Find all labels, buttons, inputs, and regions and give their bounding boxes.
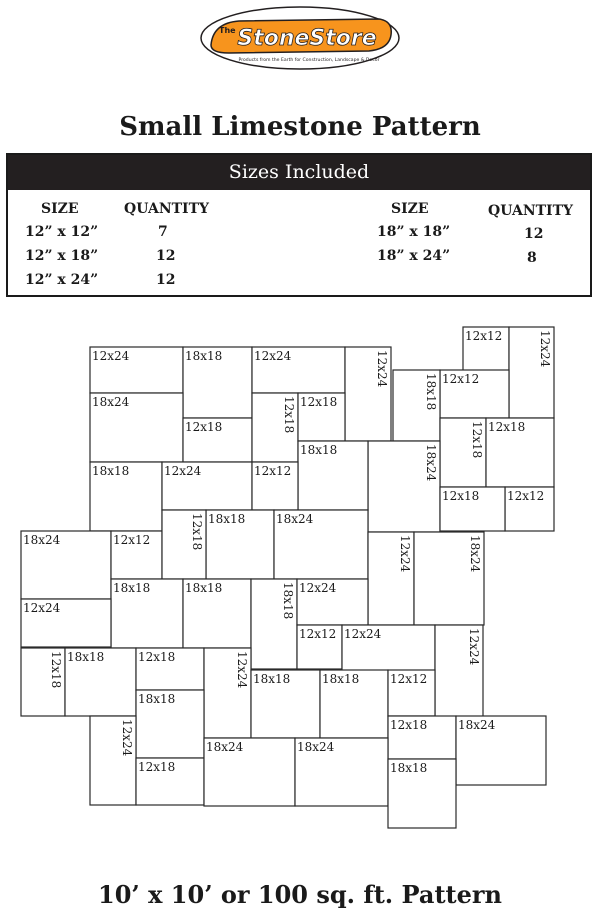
pattern-tile	[297, 579, 368, 625]
tile-size-label: 18x24	[276, 512, 314, 526]
pattern-tile	[65, 648, 136, 716]
tile-size-label: 12x12	[299, 627, 337, 641]
logo-tagline: Products from the Earth for Construction, Landscape & Decor	[238, 58, 380, 63]
tile-size-label: 12x24	[344, 627, 382, 641]
tile-size-label: 18x24	[458, 718, 496, 732]
tile-size-label: 12x12	[113, 533, 151, 547]
pattern-tile	[414, 532, 484, 625]
pattern-tile	[435, 625, 483, 717]
tile-size-label: 18x18	[322, 672, 360, 686]
pattern-tile	[252, 347, 345, 393]
pattern-tile	[90, 347, 183, 393]
pattern-tile	[251, 670, 320, 738]
pattern-tile	[136, 690, 204, 758]
pattern-tile	[463, 327, 509, 373]
size-heading-left: SIZE	[41, 201, 79, 217]
pattern-tile	[345, 347, 391, 441]
pattern-tile	[183, 579, 251, 648]
quantity-cell: 12	[156, 248, 176, 264]
quantity-cell: 12	[524, 226, 544, 242]
pattern-tile	[456, 716, 546, 785]
tile-size-label: 12x24	[398, 535, 412, 573]
tile-size-label: 12x24	[164, 464, 202, 478]
pattern-tile	[111, 531, 162, 579]
tile-size-label: 12x18	[185, 420, 223, 434]
pattern-tile	[21, 648, 65, 716]
quantity-cell: 8	[527, 250, 537, 266]
pattern-tile	[204, 648, 251, 738]
pattern-tile	[136, 648, 204, 690]
pattern-tile	[320, 670, 388, 738]
pattern-tile	[251, 579, 297, 669]
tile-size-label: 12x12	[390, 672, 428, 686]
tile-size-label: 12x24	[235, 651, 249, 689]
pattern-tile	[183, 347, 252, 418]
pattern-tile	[509, 327, 554, 418]
tile-size-label: 12x24	[299, 581, 337, 595]
tile-size-label: 18x24	[468, 535, 482, 573]
tile-size-label: 12x24	[467, 628, 481, 666]
size-cell: 12” x 12”	[25, 224, 99, 240]
pattern-tile	[252, 393, 298, 462]
pattern-tile	[505, 487, 554, 531]
pattern-tile	[90, 716, 136, 805]
tile-size-label: 12x24	[23, 601, 61, 615]
sizes-table-header: Sizes Included	[8, 155, 590, 190]
tile-size-label: 12x18	[138, 760, 176, 774]
page-title: Small Limestone Pattern	[119, 112, 481, 142]
tile-size-label: 18x18	[300, 443, 338, 457]
tile-size-label: 12x18	[488, 420, 526, 434]
tile-size-label: 12x24	[254, 349, 292, 363]
pattern-tile	[90, 462, 162, 531]
size-heading-right: SIZE	[391, 201, 429, 217]
pattern-tile	[388, 670, 435, 716]
tile-size-label: 18x24	[92, 395, 130, 409]
pattern-tile	[486, 418, 554, 487]
pattern-tile	[206, 510, 274, 579]
tile-size-label: 12x12	[254, 464, 292, 478]
pattern-tile	[183, 418, 252, 462]
tile-size-label: 12x18	[470, 421, 484, 459]
pattern-tile	[388, 716, 456, 759]
tile-size-label: 18x18	[138, 692, 176, 706]
pattern-footer: 10’ x 10’ or 100 sq. ft. Pattern	[98, 880, 502, 909]
tile-size-label: 12x24	[120, 719, 134, 757]
quantity-cell: 7	[158, 224, 168, 240]
quantity-cell: 12	[156, 272, 176, 288]
tile-size-label: 18x18	[92, 464, 130, 478]
tile-size-label: 18x24	[297, 740, 335, 754]
tile-size-label: 18x18	[185, 349, 223, 363]
logo-the-text: The	[219, 26, 236, 35]
tile-size-label: 12x24	[375, 350, 389, 388]
logo-name-text: StoneStore	[237, 26, 377, 51]
size-cell: 12” x 18”	[25, 248, 99, 264]
tile-size-label: 18x18	[253, 672, 291, 686]
pattern-tile	[440, 418, 486, 487]
tile-size-label: 12x18	[442, 489, 480, 503]
tile-size-label: 18x18	[185, 581, 223, 595]
pattern-tile	[136, 758, 204, 805]
pattern-tile	[440, 370, 509, 418]
quantity-heading-right: QUANTITY	[488, 203, 574, 219]
pattern-tile	[162, 510, 206, 579]
tile-size-label: 12x18	[49, 651, 63, 689]
tile-size-label: 12x18	[138, 650, 176, 664]
pattern-tile	[393, 370, 440, 441]
tile-size-label: 12x12	[507, 489, 545, 503]
size-cell: 12” x 24”	[25, 272, 99, 288]
size-cell: 18” x 18”	[377, 224, 451, 240]
pattern-tile	[388, 759, 456, 828]
tile-size-label: 12x24	[92, 349, 130, 363]
quantity-heading-left: QUANTITY	[124, 201, 210, 217]
tile-size-label: 18x24	[206, 740, 244, 754]
tile-size-label: 18x18	[281, 582, 295, 620]
pattern-tile	[111, 579, 183, 648]
pattern-tile	[297, 625, 342, 669]
tile-size-label: 12x18	[300, 395, 338, 409]
pattern-tile	[21, 599, 111, 647]
pattern-tile	[252, 462, 298, 510]
pattern-tile	[440, 487, 505, 531]
pattern-tile	[298, 441, 368, 510]
tile-size-label: 18x24	[23, 533, 61, 547]
tile-size-label: 18x18	[67, 650, 105, 664]
tile-size-label: 18x24	[424, 444, 438, 482]
tile-size-label: 12x24	[538, 330, 552, 368]
tile-size-label: 12x12	[442, 372, 480, 386]
pattern-tile	[204, 738, 295, 806]
pattern-tile	[162, 462, 252, 510]
tile-size-label: 12x18	[282, 396, 296, 434]
pattern-tile	[368, 532, 414, 625]
pattern-tile	[342, 625, 435, 671]
tile-size-label: 18x18	[390, 761, 428, 775]
tile-size-label: 18x18	[113, 581, 151, 595]
pattern-tile	[298, 393, 345, 441]
pattern-tile	[21, 531, 111, 599]
pattern-tile	[368, 441, 440, 532]
tile-size-label: 12x18	[390, 718, 428, 732]
tile-size-label: 18x18	[208, 512, 246, 526]
pattern-tile	[295, 738, 388, 806]
tile-size-label: 12x18	[190, 513, 204, 551]
size-cell: 18” x 24”	[377, 248, 451, 264]
tile-size-label: 12x12	[465, 329, 503, 343]
pattern-tile	[274, 510, 368, 579]
pattern-tile	[90, 393, 183, 462]
tile-size-label: 18x18	[424, 373, 438, 411]
